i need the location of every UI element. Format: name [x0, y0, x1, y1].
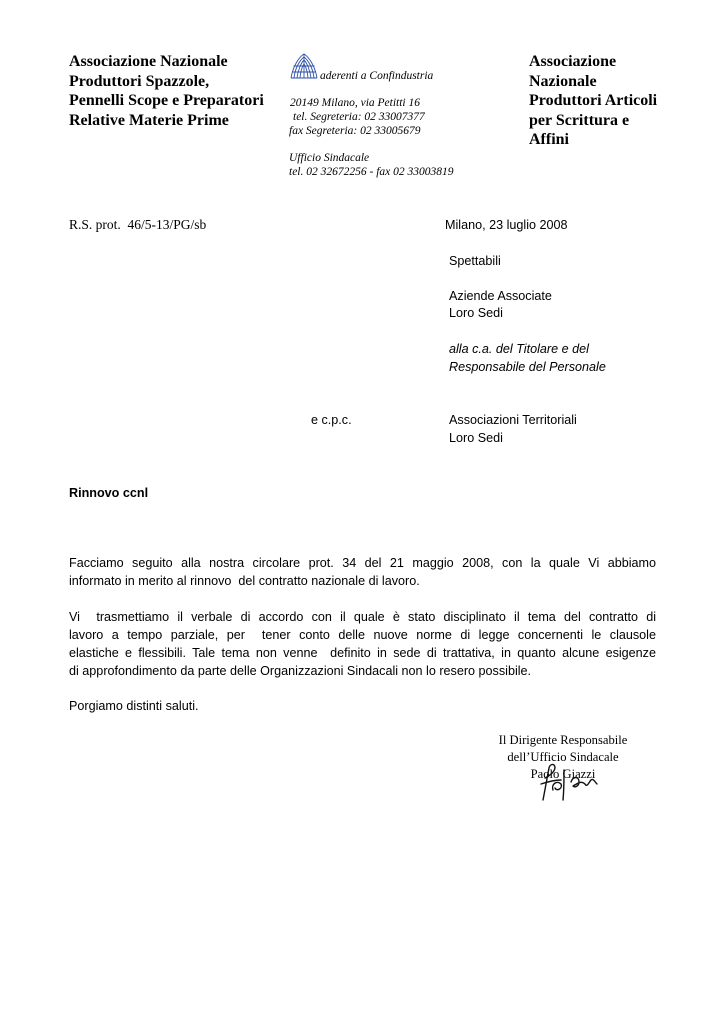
affiliation-text: aderenti a Confindustria	[320, 70, 434, 82]
left-association-name	[69, 52, 284, 130]
right-association-line: Nazionale	[529, 72, 597, 90]
office-text: Ufficio Sindacale	[289, 152, 370, 164]
attention-line: Responsabile del Personale	[449, 360, 606, 374]
signatory-office: dell’Ufficio Sindacale	[507, 750, 619, 764]
left-association-line: Associazione Nazionale	[69, 53, 228, 70]
confindustria-logo	[289, 52, 319, 80]
signature-scribble	[537, 760, 605, 806]
fax-text: fax Segreteria: 02 33005679	[289, 125, 421, 137]
handwritten-signature	[537, 760, 605, 806]
office-contacts-text: tel. 02 32672256 - fax 02 33003819	[289, 166, 454, 178]
paragraph-1	[69, 554, 656, 590]
paragraph-2	[69, 608, 656, 680]
closing-greeting: Porgiamo distinti saluti.	[69, 699, 199, 713]
left-association-line: Produttori Spazzole,	[69, 72, 210, 90]
attention-line: alla c.a. del Titolare e del	[449, 342, 589, 356]
recipient-line: Loro Sedi	[449, 306, 503, 320]
right-association-line: Affini	[529, 131, 569, 148]
subject-line: Rinnovo ccnl	[69, 486, 149, 500]
right-association-line: Produttori Articoli	[529, 92, 658, 109]
right-association-line: Associazione	[529, 53, 617, 70]
left-association-line: Relative Materie Prime	[69, 111, 229, 129]
paragraph-line: di approfondimento da parte delle Organizzazioni Sindacali non lo resero possibile.	[69, 664, 532, 678]
signatory-role: Il Dirigente Responsabile	[498, 733, 628, 747]
tel-text: tel. Segreteria: 02 33007377	[293, 111, 425, 123]
paragraph-line: Vi trasmettiamo il verbale di accordo con il quale è stato disciplinato il tema del contratto di	[69, 610, 656, 624]
signatory-name: Paolo Giazzi	[530, 767, 596, 781]
recipient-line: Aziende Associate	[449, 289, 552, 303]
cc-label: e c.p.c.	[311, 413, 352, 427]
right-association-name	[529, 52, 689, 150]
cc-recipient-line: Loro Sedi	[449, 431, 503, 445]
right-association-line: per Scrittura e	[529, 111, 630, 129]
paragraph-line: Facciamo seguito alla nostra circolare prot. 34 del 21 maggio 2008, con la quale Vi abbiamo	[69, 556, 656, 570]
protocol-reference: R.S. prot. 46/5-13/PG/sb	[69, 217, 207, 232]
confindustria-logo-icon	[289, 52, 319, 80]
paragraph-line: informato in merito al rinnovo del contratto nazionale di lavoro.	[69, 574, 420, 588]
cc-recipient-line: Associazioni Territoriali	[449, 413, 577, 427]
paragraph-line: lavoro a tempo parziale, per tener conto delle nuove norme di legge concernenti le clausole	[69, 628, 656, 642]
salutation-text: Spettabili	[449, 254, 501, 268]
letter-date: Milano, 23 luglio 2008	[445, 218, 568, 232]
left-association-line: Pennelli Scope e Preparatori	[69, 92, 264, 109]
paragraph-line: elastiche e flessibili. Tale tema non venne definito in sede di trattativa, in quanto alcune esigenze	[69, 646, 656, 660]
address-text: 20149 Milano, via Petitti 16	[290, 97, 420, 109]
